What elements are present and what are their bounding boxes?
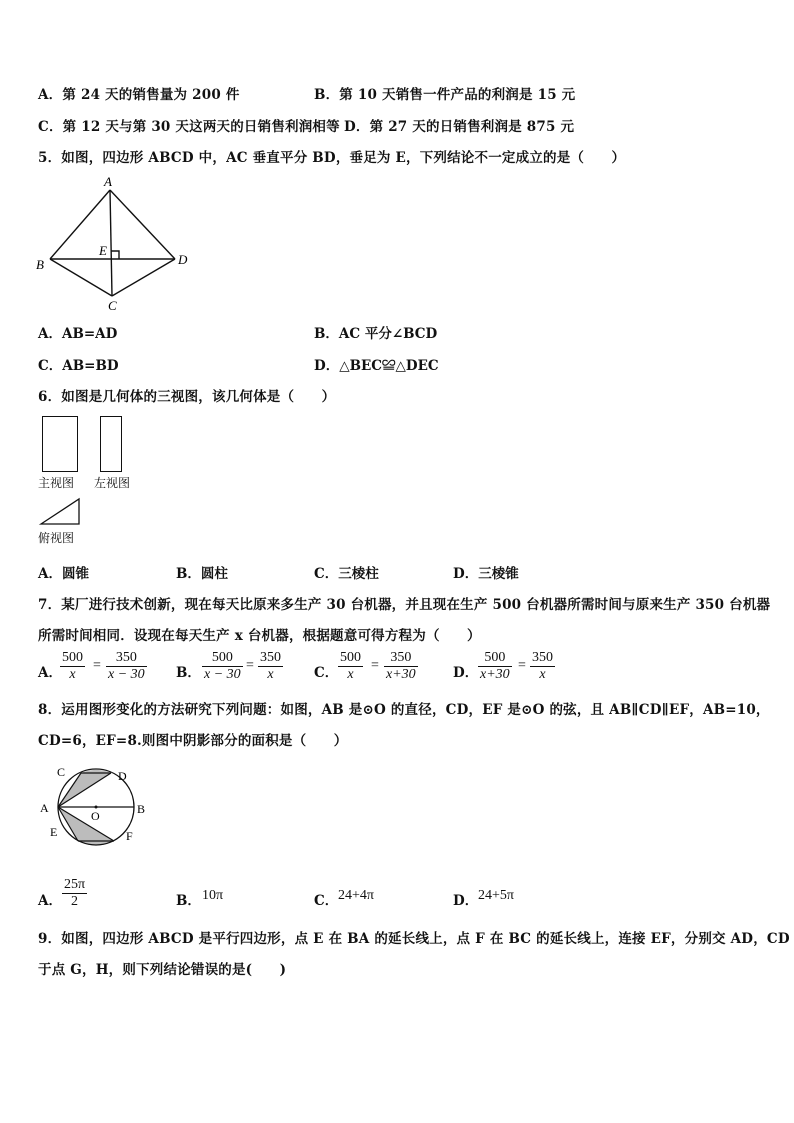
segment-dc (112, 259, 175, 296)
q9-stem-line2: 于点 G，H，则下列结论错误的是( ) (38, 962, 287, 978)
label-a: A (104, 174, 112, 189)
segment-ac (110, 190, 112, 296)
front-view-label: 主视图 (38, 476, 75, 490)
q7-d-fraction-left: $\frac{500}{x+30}$ (480, 650, 510, 682)
q4-option-b: B．第 10 天销售一件产品的利润是 15 元 (314, 87, 576, 103)
q8-option-a-letter: A． (38, 893, 62, 909)
q4-option-d: D．第 27 天的日销售利润是 875 元 (344, 119, 575, 135)
top-view-label: 俯视图 (38, 531, 75, 545)
q4-option-c: C．第 12 天与第 30 天这两天的日销售利润相等 (38, 119, 340, 135)
q5-option-b: B．AC 平分∠BCD (314, 326, 438, 342)
left-view-label: 左视图 (94, 476, 131, 490)
label-d: D (118, 769, 127, 783)
label-a: A (40, 801, 49, 815)
q5-option-c: C．AB=BD (38, 358, 119, 374)
q7-option-c-letter: C． (314, 665, 339, 681)
q8-option-a-fraction: $\frac{25\pi}{2}$ (64, 877, 86, 909)
q8-circle-figure (34, 762, 152, 846)
equals-sign: = (246, 658, 254, 673)
right-angle-mark (111, 251, 119, 259)
q7-option-d-letter: D． (453, 665, 479, 681)
segment-bc (50, 259, 112, 296)
q8-option-b: 10π (202, 888, 224, 903)
q8-option-c-letter: C． (314, 893, 339, 909)
label-d: D (178, 252, 188, 267)
q8-option-d-letter: D． (453, 893, 479, 909)
label-f: F (126, 829, 133, 843)
label-b: B (137, 802, 146, 816)
q8-stem-line2: CD=6，EF=8.则图中阴影部分的面积是（ ） (38, 733, 348, 749)
q7-b-fraction-right: $\frac{350}{x}$ (260, 650, 281, 682)
q6-option-a: A．圆锥 (38, 566, 89, 582)
q8-option-d: 24+5π (478, 888, 514, 903)
q7-stem-line1: 7．某厂进行技术创新，现在每天比原来多生产 30 台机器，并且现在生产 500 台机器所需时间与原来生产 350 台机器 (38, 597, 771, 613)
label-c: C (108, 298, 117, 313)
label-o: O (91, 809, 100, 823)
q6-stem: 6．如图是几何体的三视图，该几何体是（ ） (38, 389, 336, 405)
equals-sign: = (371, 658, 379, 673)
q6-option-d: D．三棱锥 (453, 566, 519, 582)
q8-stem-line1: 8．运用图形变化的方法研究下列问题：如图，AB 是⊙O 的直径，CD，EF 是⊙O 的弦，且 AB∥CD∥EF，AB=10， (38, 702, 770, 718)
label-c: C (57, 765, 66, 779)
q7-b-fraction-left: $\frac{500}{x - 30}$ (204, 650, 241, 682)
segment-ad (110, 190, 175, 259)
q7-option-b-letter: B． (176, 665, 201, 681)
label-b: B (36, 257, 44, 272)
label-e: E (50, 825, 58, 839)
top-view-triangle (38, 496, 82, 526)
equals-sign: = (93, 658, 101, 673)
label-e: E (99, 243, 107, 258)
equals-sign: = (518, 658, 526, 673)
q7-stem-line2: 所需时间相同．设现在每天生产 x 台机器，根据题意可得方程为（ ） (38, 628, 481, 644)
front-view-rectangle (42, 416, 78, 472)
q7-d-fraction-right: $\frac{350}{x}$ (532, 650, 553, 682)
q7-a-fraction-left: $\frac{500}{x}$ (62, 650, 83, 682)
q8-option-b-letter: B． (176, 893, 201, 909)
q5-stem: 5．如图，四边形 ABCD 中，AC 垂直平分 BD，垂足为 E，下列结论不一定成立的是（ ） (38, 150, 626, 166)
q7-c-fraction-left: $\frac{500}{x}$ (340, 650, 361, 682)
q7-c-fraction-right: $\frac{350}{x+30}$ (386, 650, 416, 682)
q5-quadrilateral-figure (30, 172, 200, 314)
q6-option-c: C．三棱柱 (314, 566, 379, 582)
q9-stem-line1: 9．如图，四边形 ABCD 是平行四边形，点 E 在 BA 的延长线上，点 F 在 BC 的延长线上，连接 EF，分别交 AD，CD (38, 931, 790, 947)
q5-option-d: D．△BEC≌△DEC (314, 358, 439, 374)
q7-a-fraction-right: $\frac{350}{x - 30}$ (108, 650, 145, 682)
q7-option-a-letter: A． (38, 665, 62, 681)
q4-option-a: A．第 24 天的销售量为 200 件 (38, 87, 240, 103)
q8-option-c: 24+4π (338, 888, 374, 903)
left-view-rectangle (100, 416, 122, 472)
q5-option-a: A．AB=AD (38, 326, 118, 342)
q6-option-b: B．圆柱 (176, 566, 228, 582)
